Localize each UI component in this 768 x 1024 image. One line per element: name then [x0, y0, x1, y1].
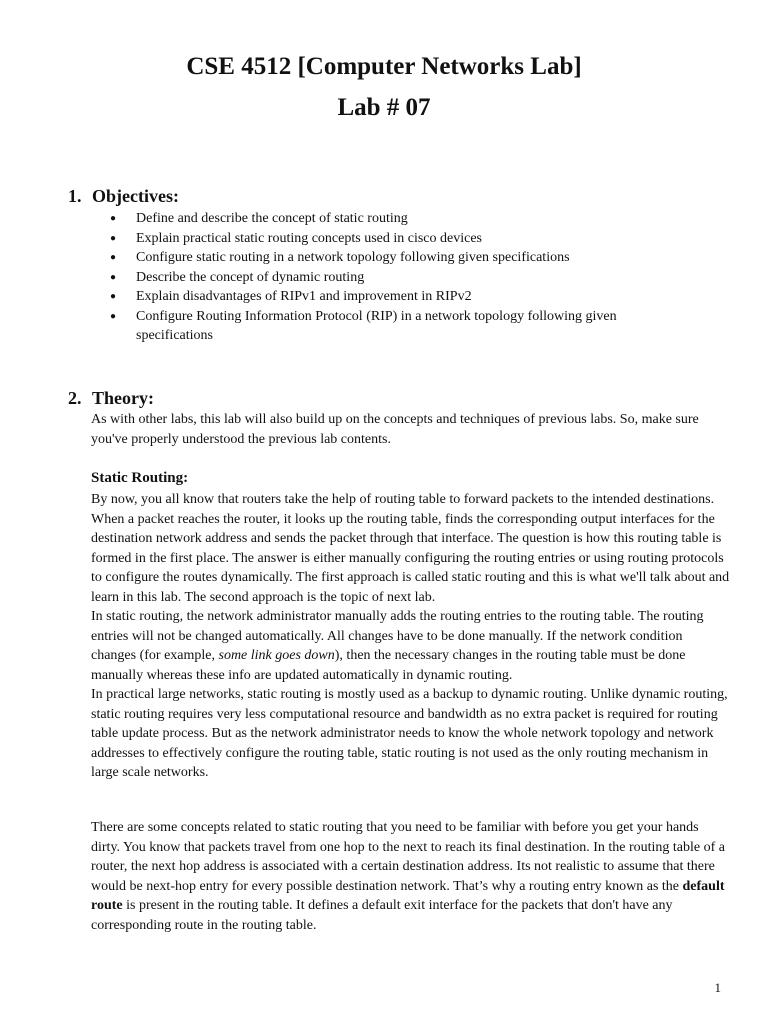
list-item	[91, 307, 691, 346]
static-routing-paragraph-1: By now, you all know that routers take the help of routing table to forward packets to the intended destinations. When a packet reaches the router, it looks up the routing table, finds the corresponding output interfaces for the destination network address and sends the packet through that interface. The question is how this routing table is formed in the first place. The answer is either manually configuring the routing entries or using routing protocols to configure the routes dynamically. The first approach is called static routing and this is what we'll talk about and learn in this lab. The second approach is the topic of next lab.	[91, 492, 730, 605]
theory-heading	[68, 387, 154, 409]
objective-text: Define and describe the concept of static routing	[136, 211, 408, 226]
theory-heading-text: Theory:	[92, 388, 154, 408]
static-routing-heading: Static Routing:	[91, 470, 189, 486]
objective-text: Configure Routing Information Protocol (RIP) in a network topology following given specifications	[136, 308, 617, 343]
default-route-term: default route	[91, 878, 725, 913]
static-routing-paragraph-3: In practical large networks, static routing is mostly used as a backup to dynamic routing. Unlike dynamic routing, static routing requires very less computational resource and bandwidth as no extra packet is required for routing table update process. But as the network administrator needs to know the whole network topology and network addresses to effectively configure the routing table, static routing is not used as the only routing mechanism in large scale networks.	[91, 687, 728, 780]
objectives-list	[91, 209, 691, 346]
bullet-icon: ●	[110, 310, 117, 322]
theory-intro-paragraph: As with other labs, this lab will also build up on the concepts and techniques of previous labs. So, make sure you've properly understood the previous lab contents.	[91, 412, 699, 447]
list-item	[91, 287, 691, 307]
objectives-heading	[68, 185, 179, 207]
static-routing-paragraph-2	[91, 607, 731, 685]
emphasis-text: some link goes down	[218, 648, 335, 663]
default-route-paragraph	[91, 818, 731, 935]
page-number: 1	[714, 980, 721, 995]
objectives-section-number: 1.	[68, 186, 82, 206]
objective-text: Explain practical static routing concepts used in cisco devices	[136, 230, 482, 246]
document-title: CSE 4512 [Computer Networks Lab]	[186, 53, 582, 80]
objective-text: Describe the concept of dynamic routing	[136, 269, 365, 285]
list-item	[91, 229, 691, 249]
bullet-icon: ●	[110, 271, 117, 283]
paragraph-text: There are some concepts related to static routing that you need to be familiar with before you get your hands dirty. You know that packets travel from one hop to the next to reach its final destination. In the routing table of a router, the next hop address is associated with a certain destination address. Its not realistic to assume that there would be next-hop entry for every possible destination network. That’s why a routing entry known as the	[91, 820, 725, 894]
theory-section-number: 2.	[68, 388, 82, 408]
list-item	[91, 248, 691, 268]
bullet-icon: ●	[110, 252, 117, 263]
objective-text: Explain disadvantages of RIPv1 and improvement in RIPv2	[136, 289, 472, 304]
objective-text: Configure static routing in a network topology following given specifications	[136, 250, 570, 265]
bullet-icon: ●	[110, 213, 117, 224]
objectives-heading-text: Objectives:	[92, 186, 179, 206]
paragraph-text: ), then the necessary changes in the routing table must be done manually whereas these info are updated automatically in dynamic routing.	[91, 648, 686, 683]
static-routing-body	[91, 490, 731, 783]
bullet-icon: ●	[110, 232, 117, 244]
paragraph-text: is present in the routing table. It defines a default exit interface for the packets that don't have any corresponding route in the routing table.	[91, 898, 673, 933]
paragraph-text: In static routing, the network administrator manually adds the routing entries to the routing table. The routing entries will not be changed automatically. All changes have to be done manually. If the network condition changes (for example,	[91, 609, 704, 663]
list-item	[91, 209, 691, 229]
lab-number-title: Lab # 07	[337, 94, 431, 121]
bullet-icon: ●	[110, 291, 117, 302]
list-item	[91, 268, 691, 288]
